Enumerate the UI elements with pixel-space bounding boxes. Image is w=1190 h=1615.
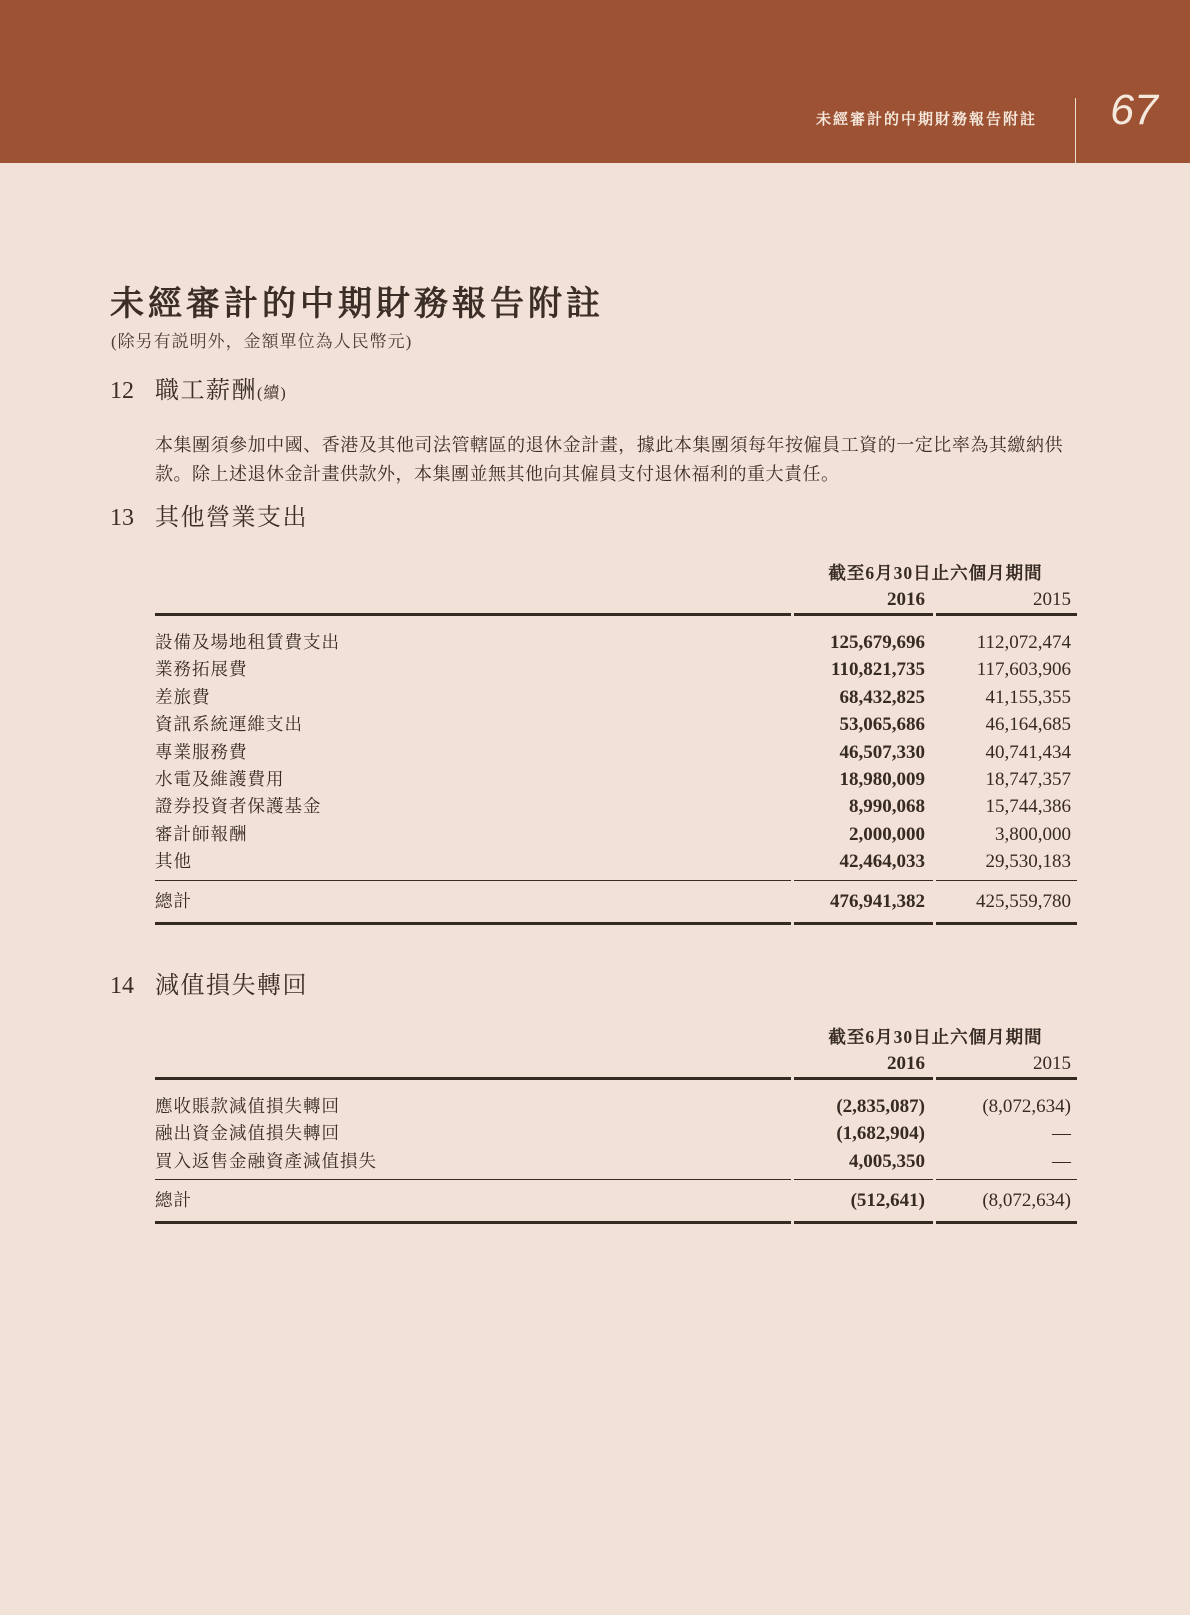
page-subtitle: (除另有説明外，金額單位為人民幣元) [111,332,413,351]
row-label: 水電及維護費用 [155,769,285,790]
section-12-paragraph: 本集團須參加中國、香港及其他司法管轄區的退休金計畫，據此本集團須每年按僱員工資的一定比率為其繳納供款。除上述退休金計畫供款外，本集團並無其他向其僱員支付退休福利的重大責任。 [155,435,1063,484]
header-band [0,0,1190,163]
value-2015: 15,744,386 [985,796,1071,818]
other-operating-expenses-table [155,560,1077,925]
value-2016: 53,065,686 [839,714,925,736]
total-2016: 476,941,382 [830,890,925,912]
column-header-2016: 2016 [887,589,925,610]
value-2016: 4,005,350 [849,1150,925,1172]
page-title: 未經審計的中期財務報告附註 [110,286,604,323]
table-rule-thick [155,1221,1077,1224]
header-divider [1075,98,1076,163]
total-2016: (512,641) [850,1190,925,1212]
total-label: 總計 [155,1190,192,1211]
row-label: 設備及場地租賃費支出 [155,632,340,652]
table-body [155,1080,1077,1179]
value-2016: 46,507,330 [839,741,925,763]
row-label: 應收賬款減值損失轉回 [155,1096,340,1116]
value-2016: 42,464,033 [839,851,925,873]
total-row [155,1180,1077,1221]
running-header-title: 未經審計的中期財務報告附註 [815,111,1037,128]
value-2015: 46,164,685 [985,714,1071,736]
value-2016: (1,682,904) [836,1123,925,1145]
value-2016: 2,000,000 [849,823,925,845]
value-2016: 125,679,696 [830,632,925,653]
column-header-2015: 2015 [1033,589,1071,610]
table-rule-thin [155,880,1077,881]
section-title: 減值損失轉回 [155,973,308,999]
table-body [155,616,1077,880]
page-number: 67 [1110,86,1158,134]
table-rule-thick [155,1077,1077,1080]
table-rule-thick [155,613,1077,616]
row-label: 業務拓展費 [155,659,248,680]
total-2015: (8,072,634) [982,1190,1071,1212]
table-rule-thin [155,1179,1077,1180]
value-2015: 29,530,183 [985,851,1071,873]
column-header-2016: 2016 [887,1053,925,1074]
section-12-heading [110,376,287,409]
total-label: 總計 [155,890,192,911]
row-label: 融出資金減值損失轉回 [155,1123,340,1144]
row-label: 審計師報酬 [155,823,248,844]
column-header-2015: 2015 [1033,1053,1071,1074]
section-title-suffix: (續) [257,385,287,402]
value-2015: 3,800,000 [995,823,1071,845]
value-2016: 68,432,825 [839,686,925,708]
value-2015: 117,603,906 [976,659,1071,681]
value-2015: 41,155,355 [985,686,1071,708]
value-2015: 112,072,474 [976,632,1071,653]
table-rule-thick [155,922,1077,925]
row-label: 專業服務費 [155,741,248,762]
section-14-heading [110,971,308,1001]
period-header: 截至6月30日止六個月期間 [828,1027,1043,1047]
value-2016: 110,821,735 [831,659,925,681]
value-2015: (8,072,634) [982,1096,1071,1117]
row-label: 證券投資者保護基金 [155,796,322,817]
value-2016: 18,980,009 [839,769,925,791]
section-title: 職工薪酬 [155,378,257,404]
section-number: 14 [110,973,134,999]
section-number: 12 [110,378,134,404]
section-13-heading [110,503,308,533]
row-label: 買入返售金融資產減值損失 [155,1150,377,1171]
value-2015: 40,741,434 [985,741,1071,763]
period-header: 截至6月30日止六個月期間 [828,563,1043,583]
value-2015: — [1052,1150,1071,1172]
value-2016: (2,835,087) [836,1096,925,1117]
total-row [155,881,1077,922]
section-title: 其他營業支出 [155,505,308,531]
impairment-loss-reversal-table [155,1024,1077,1224]
row-label: 差旅費 [155,686,211,707]
value-2015: 18,747,357 [985,769,1071,791]
row-label: 資訊系統運維支出 [155,714,303,735]
row-label: 其他 [155,851,192,872]
total-2015: 425,559,780 [976,890,1071,912]
value-2015: — [1052,1123,1071,1145]
section-number: 13 [110,505,134,531]
value-2016: 8,990,068 [849,796,925,818]
